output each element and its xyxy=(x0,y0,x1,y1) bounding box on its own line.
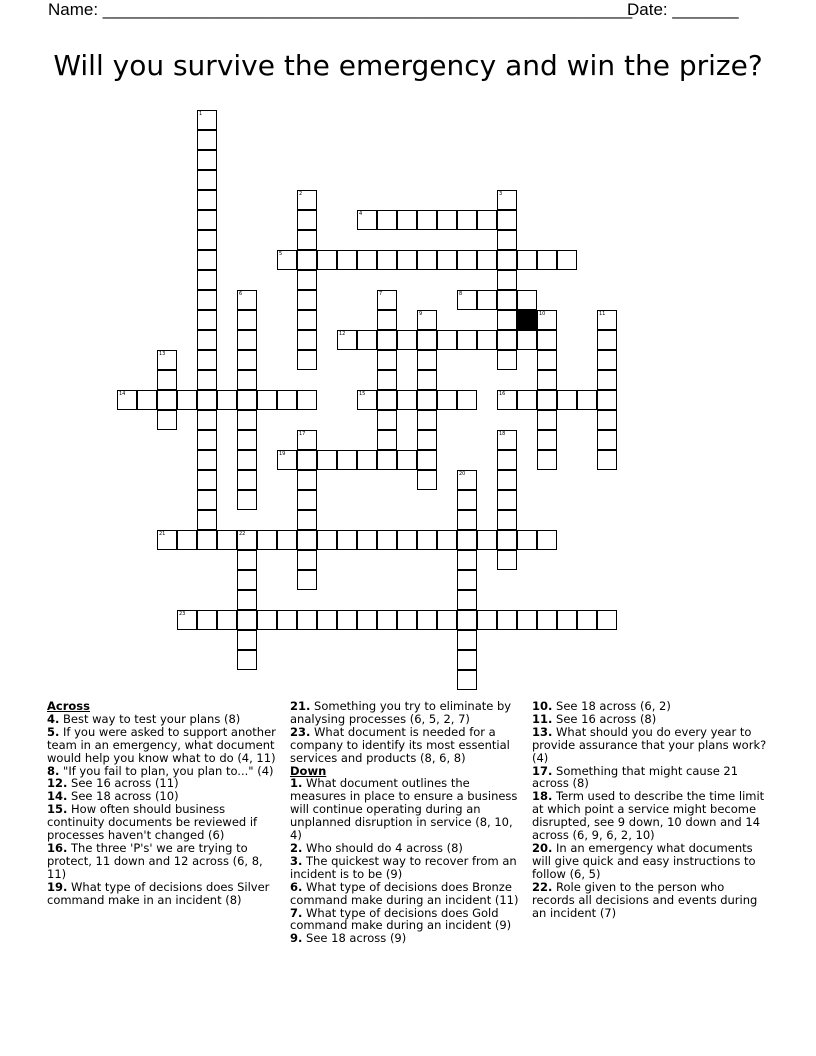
clue-number-label: 14 xyxy=(119,391,126,397)
grid-cell[interactable] xyxy=(457,650,477,670)
clue-text: See 18 across (10) xyxy=(67,789,179,804)
across-clues-list-continued xyxy=(290,700,520,765)
clue-text: What document outlines the measures in place to ensure a business will continue operating during an unplanned disruption in service (8, 10, 4) xyxy=(290,776,518,843)
grid-cell[interactable] xyxy=(237,650,257,670)
clue-number: 10. xyxy=(532,699,553,713)
clue-number-label: 23 xyxy=(179,611,186,617)
grid-cell[interactable] xyxy=(497,510,517,530)
grid-cell[interactable] xyxy=(337,610,357,630)
grid-cell[interactable] xyxy=(377,250,397,270)
grid-cell[interactable] xyxy=(497,610,517,630)
grid-cell[interactable] xyxy=(497,530,517,550)
grid-cell[interactable] xyxy=(317,250,337,270)
grid-cell[interactable] xyxy=(457,630,477,650)
grid-cell[interactable] xyxy=(377,350,397,370)
clue-number-label: 13 xyxy=(159,351,166,357)
grid-cell[interactable] xyxy=(597,330,617,350)
down-heading: Down xyxy=(290,763,327,778)
grid-cell[interactable] xyxy=(317,610,337,630)
grid-cell[interactable] xyxy=(597,430,617,450)
grid-cell[interactable] xyxy=(497,450,517,470)
grid-cell[interactable] xyxy=(297,250,317,270)
grid-cell[interactable] xyxy=(497,250,517,270)
clue-text: Term used to describe the time limit at which point a service might become disrupted, see 9 down, 10 down and 14 across (6, 9, 6, 2, 10) xyxy=(532,789,765,843)
across-clue xyxy=(290,700,520,726)
black-square xyxy=(517,310,537,330)
grid-cell[interactable] xyxy=(197,150,217,170)
grid-cell[interactable] xyxy=(197,270,217,290)
clue-column-2 xyxy=(290,700,520,945)
grid-cell[interactable] xyxy=(417,390,437,410)
clue-text: In an emergency what documents will give quick and easy instructions to follow (6, 5) xyxy=(532,840,756,881)
grid-cell[interactable] xyxy=(497,310,517,330)
grid-cell[interactable] xyxy=(517,530,537,550)
grid-cell[interactable] xyxy=(477,210,497,230)
grid-cell[interactable] xyxy=(297,350,317,370)
grid-cell[interactable] xyxy=(397,450,417,470)
grid-cell[interactable] xyxy=(437,530,457,550)
across-heading: Across xyxy=(47,699,90,713)
clue-text: What type of decisions does Bronze command make during an incident (11) xyxy=(290,879,519,907)
grid-cell[interactable] xyxy=(537,450,557,470)
clue-text: What should you do every year to provide assurance that your plans work? (4) xyxy=(532,724,767,765)
grid-cell[interactable] xyxy=(197,290,217,310)
grid-cell[interactable] xyxy=(257,390,277,410)
grid-cell[interactable] xyxy=(497,330,517,350)
grid-cell[interactable] xyxy=(417,430,437,450)
grid-cell[interactable] xyxy=(437,210,457,230)
name-field[interactable]: Name: ________________________________________________________ xyxy=(48,0,633,19)
grid-cell[interactable] xyxy=(397,250,417,270)
grid-cell[interactable] xyxy=(497,550,517,570)
grid-cell[interactable] xyxy=(437,610,457,630)
grid-cell[interactable] xyxy=(457,530,477,550)
clue-number: 21. xyxy=(290,699,311,713)
grid-cell[interactable] xyxy=(277,390,297,410)
grid-cell[interactable] xyxy=(417,210,437,230)
clue-number: 23. xyxy=(290,724,311,739)
grid-cell[interactable] xyxy=(537,250,557,270)
grid-cell[interactable] xyxy=(237,310,257,330)
grid-cell[interactable] xyxy=(237,630,257,650)
clue-number-label: 2 xyxy=(299,191,303,197)
grid-cell[interactable] xyxy=(237,450,257,470)
grid-cell[interactable] xyxy=(237,410,257,430)
date-field[interactable]: Date: _______ xyxy=(627,0,739,19)
grid-cell[interactable] xyxy=(317,450,337,470)
grid-cell[interactable] xyxy=(437,250,457,270)
grid-cell[interactable] xyxy=(457,210,477,230)
clue-number: 19. xyxy=(47,879,68,894)
clue-text: What type of decisions does Silver command make in an incident (8) xyxy=(47,879,270,907)
grid-cell[interactable] xyxy=(237,330,257,350)
grid-cell[interactable] xyxy=(417,530,437,550)
grid-cell[interactable] xyxy=(497,270,517,290)
down-clue xyxy=(532,765,768,791)
down-clues-list xyxy=(290,777,520,945)
grid-cell[interactable] xyxy=(577,610,597,630)
grid-cell[interactable] xyxy=(297,530,317,550)
clue-text: If you were asked to support another team in an emergency, what document would help you know what to do (4, 11) xyxy=(47,724,276,765)
clue-number-label: 8 xyxy=(459,291,463,297)
down-clues-list-continued xyxy=(532,700,768,919)
grid-cell[interactable] xyxy=(457,550,477,570)
grid-cell[interactable] xyxy=(457,490,477,510)
down-clue xyxy=(532,790,768,842)
grid-cell[interactable] xyxy=(417,610,437,630)
grid-cell[interactable] xyxy=(277,610,297,630)
clue-number: 9. xyxy=(290,931,303,946)
grid-cell[interactable] xyxy=(597,450,617,470)
clue-number: 5. xyxy=(47,724,60,739)
grid-cell[interactable] xyxy=(197,130,217,150)
grid-cell[interactable] xyxy=(417,330,437,350)
grid-cell[interactable] xyxy=(397,530,417,550)
grid-cell[interactable] xyxy=(497,350,517,370)
grid-cell[interactable] xyxy=(517,290,537,310)
clue-text: Role given to the person who records all decisions and events during an incident (7) xyxy=(532,879,758,920)
grid-cell[interactable] xyxy=(417,450,437,470)
grid-cell[interactable] xyxy=(297,510,317,530)
grid-cell[interactable] xyxy=(557,610,577,630)
grid-cell[interactable] xyxy=(197,330,217,350)
clue-number-label: 12 xyxy=(339,331,346,337)
grid-cell[interactable] xyxy=(217,610,237,630)
clue-number: 22. xyxy=(532,879,553,894)
grid-cell[interactable] xyxy=(197,530,217,550)
grid-cell[interactable] xyxy=(537,330,557,350)
grid-cell[interactable] xyxy=(537,350,557,370)
grid-cell[interactable] xyxy=(597,610,617,630)
grid-cell[interactable] xyxy=(497,230,517,250)
grid-cell[interactable] xyxy=(537,390,557,410)
clue-number: 2. xyxy=(290,840,303,855)
grid-cell[interactable] xyxy=(297,210,317,230)
grid-cell[interactable] xyxy=(197,390,217,410)
clue-text: Who should do 4 across (8) xyxy=(302,840,463,855)
grid-cell[interactable] xyxy=(297,330,317,350)
grid-cell[interactable] xyxy=(197,490,217,510)
across-clue xyxy=(47,881,279,907)
grid-cell[interactable] xyxy=(137,390,157,410)
grid-cell[interactable] xyxy=(197,470,217,490)
down-clue xyxy=(290,881,520,907)
grid-cell[interactable] xyxy=(197,510,217,530)
grid-cell[interactable] xyxy=(197,210,217,230)
grid-cell[interactable] xyxy=(297,450,317,470)
grid-cell[interactable] xyxy=(377,210,397,230)
clue-number: 18. xyxy=(532,789,553,804)
grid-cell[interactable] xyxy=(197,430,217,450)
across-clues-list xyxy=(47,713,279,907)
grid-cell[interactable] xyxy=(377,450,397,470)
clue-column-3 xyxy=(532,700,768,919)
clue-number-label: 1 xyxy=(199,111,203,117)
grid-cell[interactable] xyxy=(517,610,537,630)
grid-cell[interactable] xyxy=(197,450,217,470)
grid-cell[interactable] xyxy=(597,390,617,410)
clue-number-label: 4 xyxy=(359,211,363,217)
grid-cell[interactable] xyxy=(537,530,557,550)
grid-cell[interactable] xyxy=(477,250,497,270)
grid-cell[interactable] xyxy=(537,410,557,430)
grid-cell[interactable] xyxy=(237,590,257,610)
grid-cell[interactable] xyxy=(157,370,177,390)
grid-cell[interactable] xyxy=(297,290,317,310)
clue-number: 11. xyxy=(532,711,553,726)
clue-number-label: 6 xyxy=(239,291,243,297)
grid-cell[interactable] xyxy=(377,410,397,430)
grid-cell[interactable] xyxy=(597,370,617,390)
grid-cell[interactable] xyxy=(217,390,237,410)
clue-text: Something you try to eliminate by analysing processes (6, 5, 2, 7) xyxy=(290,699,512,726)
grid-cell[interactable] xyxy=(597,410,617,430)
grid-cell[interactable] xyxy=(257,530,277,550)
grid-cell[interactable] xyxy=(577,390,597,410)
across-clue xyxy=(290,726,520,765)
grid-cell[interactable] xyxy=(237,470,257,490)
grid-cell[interactable] xyxy=(357,250,377,270)
grid-cell[interactable] xyxy=(297,570,317,590)
grid-cell[interactable] xyxy=(297,490,317,510)
down-clue xyxy=(290,932,520,945)
grid-cell[interactable] xyxy=(237,430,257,450)
clue-text: See 18 across (6, 2) xyxy=(552,699,671,713)
grid-cell[interactable] xyxy=(397,210,417,230)
clue-text: See 16 across (8) xyxy=(552,711,657,726)
grid-cell[interactable] xyxy=(437,330,457,350)
clue-number-label: 7 xyxy=(379,291,383,297)
page-title: Will you survive the emergency and win the prize? xyxy=(53,49,763,82)
clue-number-label: 18 xyxy=(499,431,506,437)
grid-cell[interactable] xyxy=(377,330,397,350)
clue-number: 4. xyxy=(47,711,60,726)
grid-cell[interactable] xyxy=(377,390,397,410)
grid-cell[interactable] xyxy=(337,530,357,550)
grid-cell[interactable] xyxy=(197,610,217,630)
grid-cell[interactable] xyxy=(457,590,477,610)
clue-number-label: 19 xyxy=(279,451,286,457)
grid-cell[interactable] xyxy=(497,470,517,490)
grid-cell[interactable] xyxy=(557,390,577,410)
clue-text: "If you fail to plan, you plan to..." (4) xyxy=(59,763,274,778)
grid-cell[interactable] xyxy=(197,370,217,390)
clue-text: Something that might cause 21 across (8) xyxy=(532,763,739,791)
grid-cell[interactable] xyxy=(557,250,577,270)
clue-number-label: 3 xyxy=(499,191,503,197)
down-clue xyxy=(290,855,520,881)
grid-cell[interactable] xyxy=(477,330,497,350)
across-clue xyxy=(47,726,279,765)
grid-cell[interactable] xyxy=(457,570,477,590)
grid-cell[interactable] xyxy=(297,390,317,410)
clue-text: The quickest way to recover from an incident is to be (9) xyxy=(290,853,517,881)
grid-cell[interactable] xyxy=(197,310,217,330)
grid-cell[interactable] xyxy=(497,210,517,230)
grid-cell[interactable] xyxy=(417,470,437,490)
grid-cell[interactable] xyxy=(197,230,217,250)
grid-cell[interactable] xyxy=(497,490,517,510)
clue-number-label: 15 xyxy=(359,391,366,397)
clue-number-label: 21 xyxy=(159,531,166,537)
clue-number-label: 10 xyxy=(539,311,546,317)
grid-cell[interactable] xyxy=(237,350,257,370)
grid-cell[interactable] xyxy=(237,390,257,410)
grid-cell[interactable] xyxy=(237,550,257,570)
clue-number: 20. xyxy=(532,840,553,855)
clue-text: See 16 across (11) xyxy=(67,776,179,791)
clue-number-label: 17 xyxy=(299,431,306,437)
clue-column-1 xyxy=(47,700,279,907)
grid-cell[interactable] xyxy=(217,530,237,550)
grid-cell[interactable] xyxy=(457,330,477,350)
clue-number-label: 5 xyxy=(279,251,283,257)
grid-cell[interactable] xyxy=(537,430,557,450)
grid-cell[interactable] xyxy=(357,450,377,470)
clue-number: 7. xyxy=(290,905,303,920)
across-clue xyxy=(47,842,279,881)
grid-cell[interactable] xyxy=(197,410,217,430)
grid-cell[interactable] xyxy=(477,290,497,310)
clue-text: What type of decisions does Gold command make during an incident (9) xyxy=(290,905,512,933)
grid-cell[interactable] xyxy=(397,610,417,630)
grid-cell[interactable] xyxy=(297,550,317,570)
clue-number-label: 22 xyxy=(239,531,246,537)
grid-cell[interactable] xyxy=(437,390,457,410)
down-clue xyxy=(532,842,768,881)
grid-cell[interactable] xyxy=(197,190,217,210)
grid-cell[interactable] xyxy=(417,370,437,390)
grid-cell[interactable] xyxy=(477,530,497,550)
down-clue xyxy=(532,881,768,920)
grid-cell[interactable] xyxy=(257,610,277,630)
clue-number-label: 9 xyxy=(419,311,423,317)
grid-cell[interactable] xyxy=(377,370,397,390)
grid-cell[interactable] xyxy=(297,310,317,330)
grid-cell[interactable] xyxy=(197,250,217,270)
grid-cell[interactable] xyxy=(377,430,397,450)
clue-number: 17. xyxy=(532,763,553,778)
grid-cell[interactable] xyxy=(357,330,377,350)
grid-cell[interactable] xyxy=(297,610,317,630)
clue-number: 12. xyxy=(47,776,68,791)
clue-text: See 18 across (9) xyxy=(302,931,407,946)
down-clue xyxy=(290,777,520,842)
clue-number: 8. xyxy=(47,763,60,778)
grid-cell[interactable] xyxy=(157,410,177,430)
grid-cell[interactable] xyxy=(177,390,197,410)
grid-cell[interactable] xyxy=(197,170,217,190)
clue-number: 13. xyxy=(532,724,553,739)
across-clue xyxy=(47,803,279,842)
clue-text: What document is needed for a company to identify its most essential services and products (8, 6, 8) xyxy=(290,724,510,765)
grid-cell[interactable] xyxy=(237,570,257,590)
clue-number-label: 16 xyxy=(499,391,506,397)
clue-number: 3. xyxy=(290,853,303,868)
grid-cell[interactable] xyxy=(477,610,497,630)
grid-cell[interactable] xyxy=(357,530,377,550)
grid-cell[interactable] xyxy=(397,330,417,350)
clue-number: 16. xyxy=(47,840,68,855)
grid-cell[interactable] xyxy=(417,350,437,370)
grid-cell[interactable] xyxy=(337,450,357,470)
grid-cell[interactable] xyxy=(317,530,337,550)
grid-cell[interactable] xyxy=(377,530,397,550)
grid-cell[interactable] xyxy=(497,290,517,310)
clue-number: 1. xyxy=(290,776,303,791)
grid-cell[interactable] xyxy=(597,350,617,370)
clue-number-label: 20 xyxy=(459,471,466,477)
grid-cell[interactable] xyxy=(297,270,317,290)
grid-cell[interactable] xyxy=(377,310,397,330)
grid-cell[interactable] xyxy=(517,250,537,270)
grid-cell[interactable] xyxy=(457,510,477,530)
grid-cell[interactable] xyxy=(157,390,177,410)
grid-cell[interactable] xyxy=(517,390,537,410)
grid-cell[interactable] xyxy=(237,490,257,510)
grid-cell[interactable] xyxy=(277,530,297,550)
clue-text: How often should business continuity documents be reviewed if processes haven't changed (6) xyxy=(47,802,258,843)
grid-cell[interactable] xyxy=(237,610,257,630)
clue-number: 14. xyxy=(47,789,68,804)
grid-cell[interactable] xyxy=(357,610,377,630)
grid-cell[interactable] xyxy=(337,250,357,270)
grid-cell[interactable] xyxy=(457,670,477,690)
clue-number: 6. xyxy=(290,879,303,894)
grid-cell[interactable] xyxy=(417,250,437,270)
grid-cell[interactable] xyxy=(297,470,317,490)
grid-cell[interactable] xyxy=(397,390,417,410)
grid-cell[interactable] xyxy=(297,230,317,250)
grid-cell[interactable] xyxy=(537,370,557,390)
down-clue xyxy=(532,726,768,765)
grid-cell[interactable] xyxy=(197,350,217,370)
clue-text: Best way to test your plans (8) xyxy=(59,711,241,726)
grid-cell[interactable] xyxy=(457,250,477,270)
grid-cell[interactable] xyxy=(517,330,537,350)
grid-cell[interactable] xyxy=(237,370,257,390)
grid-cell[interactable] xyxy=(377,610,397,630)
grid-cell[interactable] xyxy=(417,410,437,430)
grid-cell[interactable] xyxy=(457,610,477,630)
clue-text: The three 'P's' we are trying to protect, 11 down and 12 across (6, 8, 11) xyxy=(47,840,263,881)
grid-cell[interactable] xyxy=(177,530,197,550)
grid-cell[interactable] xyxy=(457,390,477,410)
clue-number: 15. xyxy=(47,802,68,817)
down-clue xyxy=(290,907,520,933)
grid-cell[interactable] xyxy=(537,610,557,630)
clue-number-label: 11 xyxy=(599,311,606,317)
